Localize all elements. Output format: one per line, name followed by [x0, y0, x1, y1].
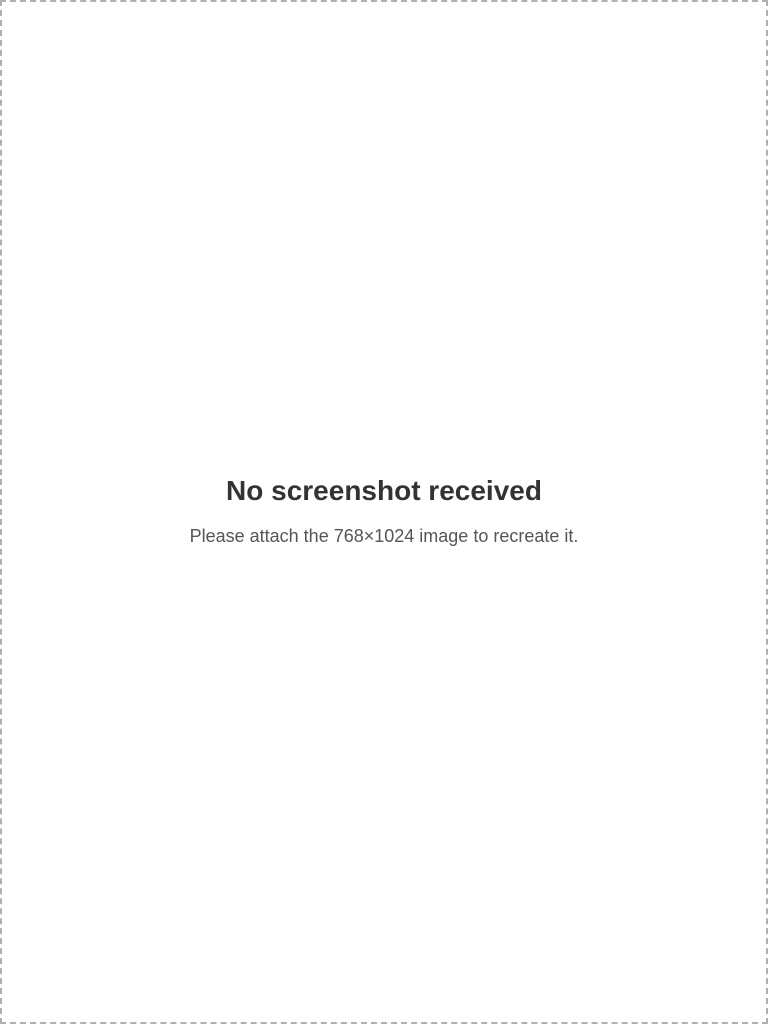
placeholder-title: No screenshot received — [226, 474, 542, 506]
placeholder-message: Please attach the 768×1024 image to recreate it. — [189, 525, 579, 546]
